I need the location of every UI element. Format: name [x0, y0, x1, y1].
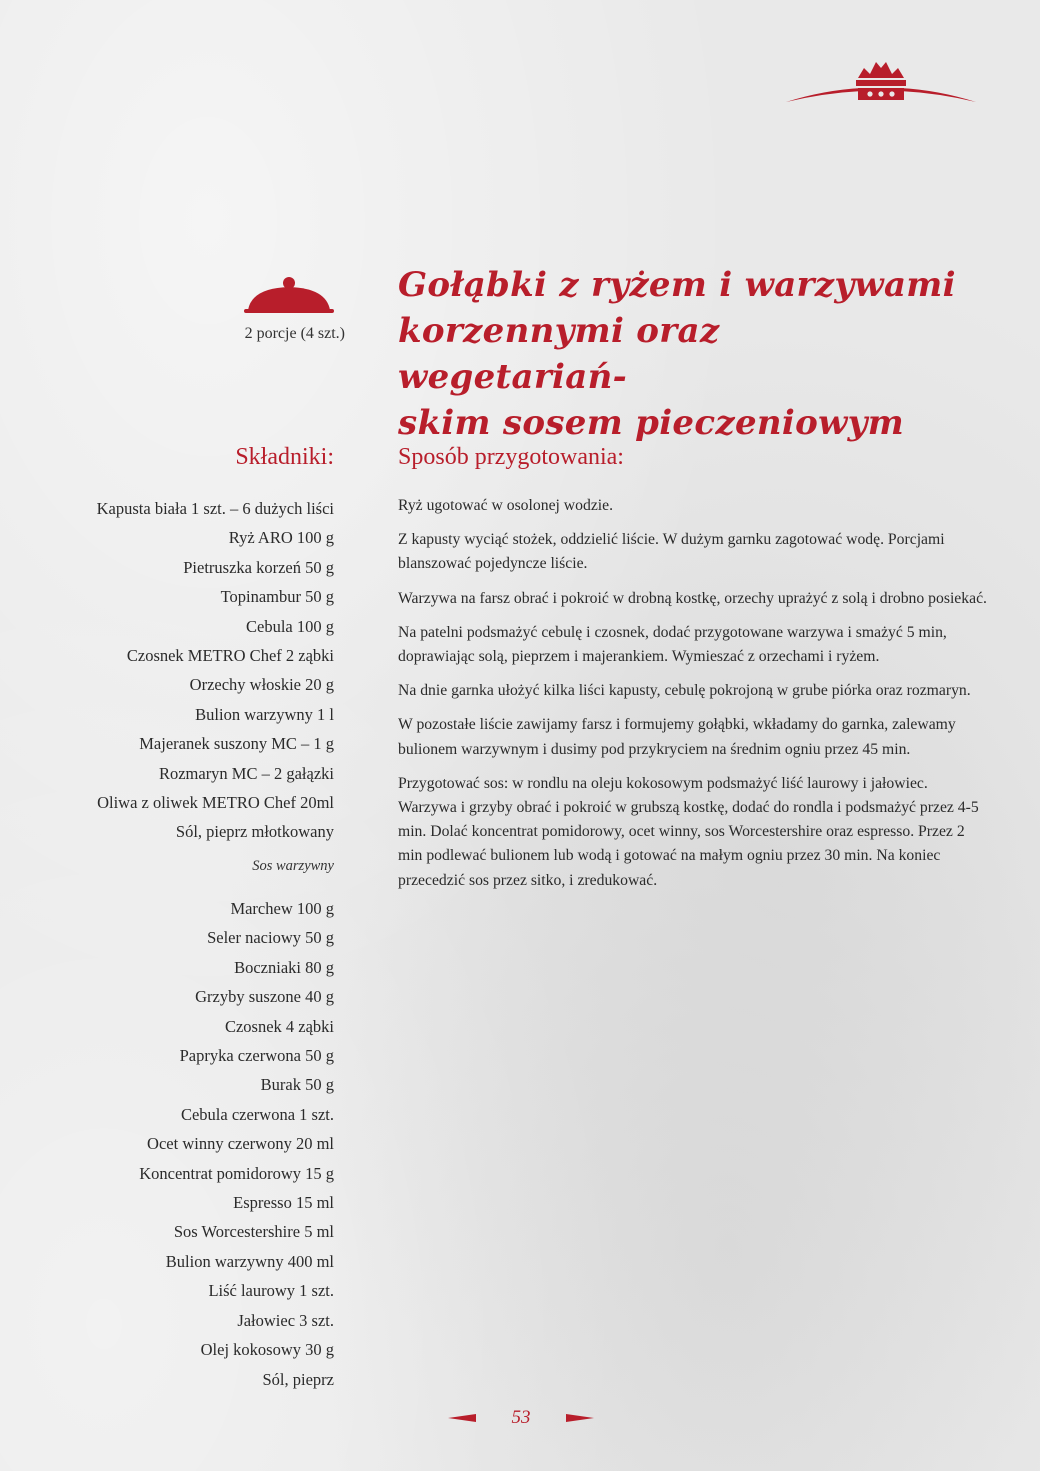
sauce-ingredient-item: Seler naciowy 50 g	[207, 928, 334, 948]
sauce-ingredient-item: Ocet winny czerwony 20 ml	[147, 1134, 334, 1154]
preparation-step: Na dnie garnka ułożyć kilka liści kapusty, cebulę pokrojoną w grube piórka oraz rozmaryn.	[398, 682, 971, 700]
ingredient-item: Orzechy włoskie 20 g	[189, 675, 334, 695]
ingredient-item: Bulion warzywny 1 l	[195, 704, 334, 724]
sauce-ingredient-item: Czosnek 4 ząbki	[224, 1016, 334, 1036]
ingredients-list	[40, 494, 334, 847]
ingredient-item: Kapusta biała 1 szt. – 6 dużych liści	[96, 499, 334, 518]
ingredient-item: Czosnek METRO Chef 2 ząbki	[126, 646, 334, 666]
sauce-ingredient-item: Bulion warzywny 400 ml	[165, 1251, 334, 1271]
ingredient-item: Ryż ARO 100 g	[228, 528, 334, 548]
arrow-left-icon	[448, 1413, 476, 1423]
preparation-step: W pozostałe liście zawijamy farsz i formujemy gołąbki, wkładamy do garnka, zalewamy bulionem warzywnym i dusimy pod przykryciem na średnim ogniu przez 45 min.	[398, 716, 956, 758]
sauce-ingredient-item: Sos Worcestershire 5 ml	[173, 1222, 334, 1242]
preparation-step: Na patelni podsmażyć cebulę i czosnek, dodać przygotowane warzywa i smażyć 5 min, doprawiając solą, pieprzem i majerankiem. Wymieszać z orzechami i ryżem.	[398, 623, 947, 666]
sauce-ingredient-item: Koncentrat pomidorowy 15 g	[139, 1163, 334, 1183]
ingredient-item: Pietruszka korzeń 50 g	[183, 557, 334, 577]
ingredient-item: Topinambur 50 g	[220, 587, 334, 607]
preparation-step: Przygotować sos: w rondlu na oleju kokosowym podsmażyć liść laurowy i jałowiec. Warzywa i grzyby obrać i pokroić w grubszą kostkę, dodać do rondla i podsmażyć przez 4-5 min. Dolać koncentrat pomidorowy, ocet winny, sos Worcestershire oraz espresso. Przez 2 min podlewać bulionem lub wodą i gotować na małym ogniu przez 30 min. Na koniec przecedzić sos przez sitko, i zredukować.	[398, 774, 979, 889]
preparation-step: Warzywa na farsz obrać i pokroić w drobną kostkę, orzechy uprażyć z solą i drobno posiekać.	[398, 589, 987, 607]
page-footer	[448, 1403, 594, 1433]
servings-label: 2 porcje (4 szt.)	[244, 325, 345, 342]
ingredient-item: Sól, pieprz młotkowany	[175, 822, 334, 842]
preparation-step: Ryż ugotować w osolonej wodzie.	[398, 497, 614, 514]
sauce-ingredient-item: Jałowiec 3 szt.	[237, 1310, 334, 1330]
crown-divider-icon	[784, 60, 978, 108]
page-number: 53	[511, 1407, 531, 1428]
sauce-ingredient-item: Liść laurowy 1 szt.	[208, 1281, 334, 1301]
recipe-title-line: korzennymi oraz wegetariań-	[398, 311, 720, 397]
sauce-ingredient-item: Papryka czerwona 50 g	[179, 1046, 334, 1066]
recipe-title-line: skim sosem pieczeniowym	[398, 403, 905, 443]
sauce-ingredient-item: Burak 50 g	[260, 1075, 334, 1095]
ingredients-heading: Składniki:	[235, 444, 334, 470]
recipe-title-line: Gołąbki z ryżem i warzywami	[398, 265, 956, 305]
sauce-ingredient-item: Marchew 100 g	[230, 899, 334, 918]
sauce-ingredient-item: Espresso 15 ml	[233, 1193, 334, 1213]
sauce-ingredient-item: Grzyby suszone 40 g	[195, 987, 334, 1007]
sauce-ingredient-item: Olej kokosowy 30 g	[200, 1340, 334, 1360]
sauce-ingredient-item: Boczniaki 80 g	[234, 957, 334, 977]
ingredient-item: Majeranek suszony MC – 1 g	[139, 734, 334, 754]
sauce-ingredients-list	[40, 894, 334, 1394]
preparation-heading: Sposób przygotowania:	[398, 444, 624, 470]
ingredient-item: Rozmaryn MC – 2 gałązki	[158, 763, 334, 783]
recipe-title	[398, 262, 958, 446]
ingredient-item: Cebula 100 g	[246, 616, 334, 636]
ingredient-item: Oliwa z oliwek METRO Chef 20ml	[97, 793, 334, 813]
cloche-lid-icon	[244, 274, 334, 314]
sauce-ingredient-item: Cebula czerwona 1 szt.	[180, 1104, 334, 1124]
preparation-step: Z kapusty wyciąć stożek, oddzielić liście. W dużym garnku zagotować wodę. Porcjami blanszować pojedyncze liście.	[398, 531, 945, 573]
sauce-ingredient-item: Sól, pieprz	[262, 1369, 334, 1389]
sauce-heading: Sos warzywny	[252, 858, 334, 874]
arrow-right-icon	[566, 1413, 594, 1423]
preparation-steps	[398, 494, 988, 903]
